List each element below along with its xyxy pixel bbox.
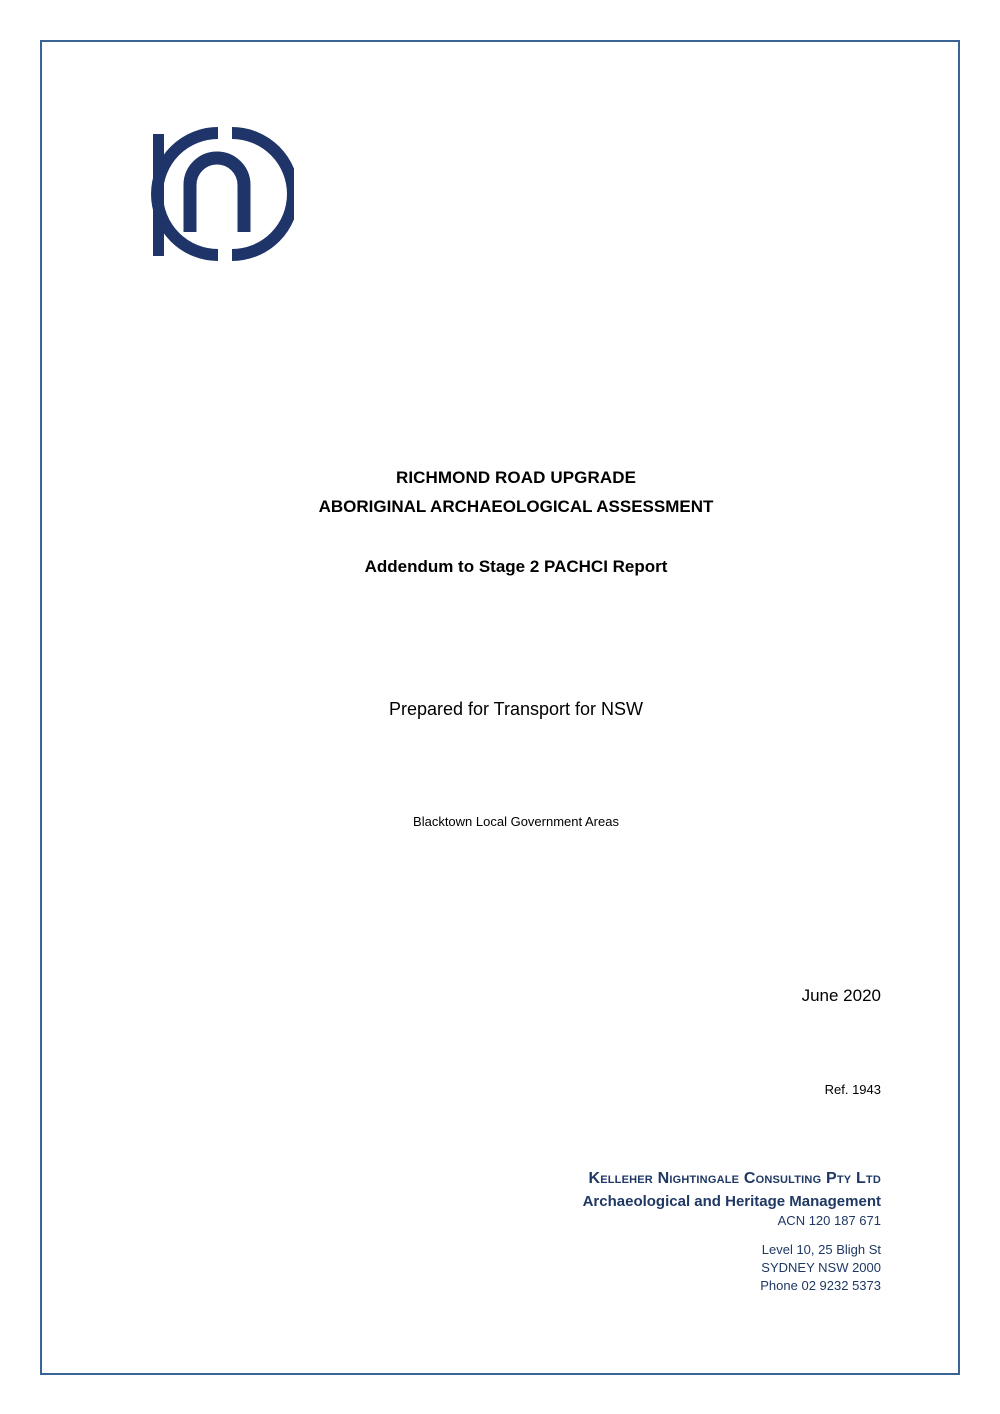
company-acn: ACN 120 187 671 <box>777 1213 881 1228</box>
report-date: June 2020 <box>801 986 881 1005</box>
address-line-1: Level 10, 25 Bligh St <box>761 1242 881 1257</box>
address-line-2: SYDNEY NSW 2000 <box>761 1260 881 1275</box>
kn-logo-icon <box>148 122 294 268</box>
company-phone: Phone 02 9232 5373 <box>760 1278 881 1293</box>
prepared-for: Prepared for Transport for NSW <box>388 699 644 719</box>
title-line-1: RICHMOND ROAD UPGRADE <box>395 468 637 487</box>
report-subtitle: Addendum to Stage 2 PACHCI Report <box>364 557 668 576</box>
company-department: Archaeological and Heritage Management <box>582 1193 881 1210</box>
reference-number: Ref. 1943 <box>824 1082 881 1097</box>
lga-text: Blacktown Local Government Areas <box>413 814 619 829</box>
title-line-2: ABORIGINAL ARCHAEOLOGICAL ASSESSMENT <box>318 497 714 516</box>
company-name: Kelleher Nightingale Consulting Pty Ltd <box>588 1170 881 1187</box>
